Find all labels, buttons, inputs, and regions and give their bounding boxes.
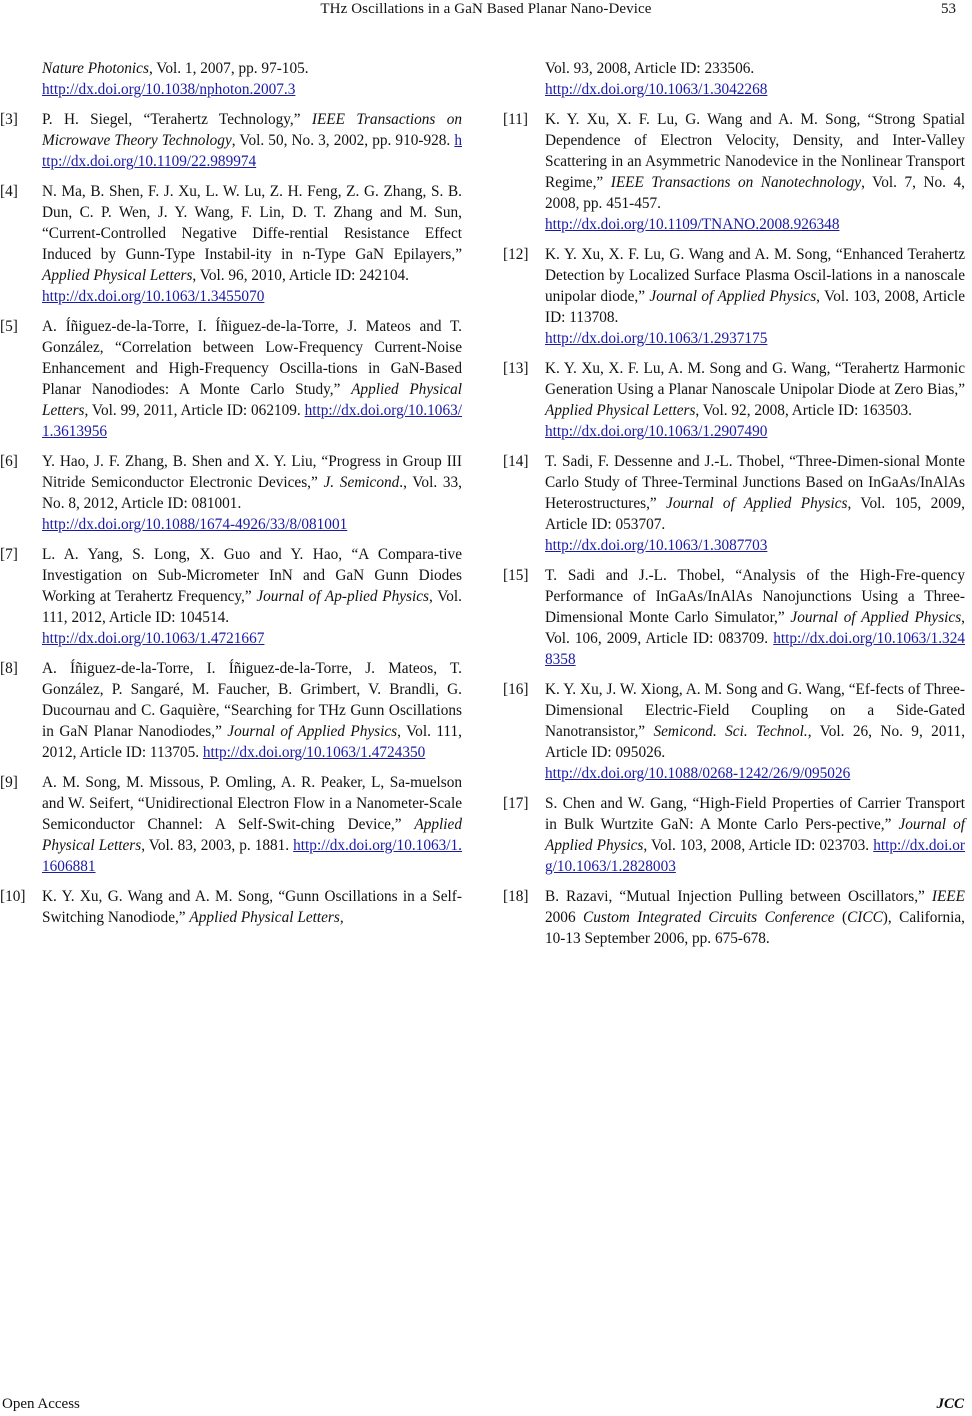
reference-number: [13]: [503, 360, 529, 377]
doi-link[interactable]: http://dx.doi.org/10.1063/1.2937175: [545, 330, 768, 347]
reference-segment: K. Y. Xu, X. F. Lu, A. M. Song and G. Wang, “Terahertz Harmonic Generation Using a Planar Nanoscale Unipolar Diode at Zero Bias,”: [545, 360, 965, 398]
reference-segment: ), California, 10-13 September 2006, pp. 675-678.: [545, 909, 965, 947]
reference-item: [503, 793, 965, 877]
doi-link[interactable]: http://dx.doi.org/10.1038/nphoton.2007.3: [42, 81, 296, 98]
reference-segment: A. M. Song, M. Missous, P. Omling, A. R. Peaker, L, Sa-muelson and W. Seifert, “Unidirectional Electron Flow in a Nanometer-Scale Semiconductor Channel: A Self-Swit-ching Device,”: [42, 774, 462, 833]
reference-number: [16]: [503, 681, 529, 698]
reference-italic-segment: Applied Physical Letters: [545, 402, 696, 419]
reference-item: [503, 565, 965, 670]
reference-number: [4]: [0, 183, 18, 200]
reference-text: [545, 111, 965, 212]
reference-segment: A. Íñiguez-de-la-Torre, I. Íñiguez-de-la-Torre, J. Mateos and T. González, “Correlation between Low-Frequency Current-Noise Enhancement and High-Frequency Oscilla-tions in GaN-Based Planar Nanodiodes: A Monte Carlo Study,”: [42, 318, 462, 398]
reference-number: [9]: [0, 774, 18, 791]
reference-number: [12]: [503, 246, 529, 263]
reference-segment: , Vol. 111, 2012, Article ID: 104514.: [42, 588, 462, 626]
reference-item: [0, 181, 462, 307]
reference-number: [15]: [503, 567, 529, 584]
doi-link[interactable]: http://dx.doi.org/10.1063/1.3613956: [42, 402, 462, 440]
reference-segment: , Vol. 92, 2008, Article ID: 163503.: [695, 402, 912, 419]
reference-italic-segment: Journal of Applied Physics: [545, 816, 966, 854]
reference-item: [503, 679, 965, 784]
reference-text: [545, 681, 965, 761]
reference-segment: , Vol. 103, 2008, Article ID: 113708.: [545, 288, 965, 326]
reference-segment: , Vol. 83, 2003, p. 1881.: [141, 837, 294, 854]
reference-italic-segment: Journal of Applied Physics: [227, 723, 398, 740]
reference-segment: S. Chen and W. Gang, “High-Field Properties of Carrier Transport in Bulk Wurtzite GaN: A Monte Carlo Pers-pective,”: [545, 795, 965, 833]
reference-item: [0, 658, 462, 763]
reference-segment: (: [834, 909, 848, 926]
reference-number: [11]: [503, 111, 528, 128]
reference-italic-segment: Custom Integrated Circuits Conference: [583, 909, 835, 926]
reference-segment: T. Sadi and J.-L. Thobel, “Analysis of the High-Fre-quency Performance of InGaAs/InAlAs Nanojunctions Using a Three-Dimensional Monte Carlo Simulator,”: [545, 567, 965, 626]
doi-link[interactable]: http://dx.doi.org/10.1109/22.989974: [42, 132, 462, 170]
reference-segment: , Vol. 111, 2012, Article ID: 113705.: [42, 723, 462, 761]
reference-segment: , Vol. 26, No. 9, 2011, Article ID: 095026.: [545, 723, 966, 761]
reference-italic-segment: Applied Physical Letters: [42, 816, 462, 854]
reference-segment: K. Y. Xu, X. F. Lu, G. Wang and A. M. Song, “Strong Spatial Dependence of Electron Velocity, Density, and Inter-Valley Scattering in an Asymmetric Nanodevice in the Nonlinear Transport Regime,”: [545, 111, 965, 191]
page-header: [0, 0, 972, 30]
doi-link[interactable]: http://dx.doi.org/10.1063/1.1606881: [42, 837, 462, 875]
reference-segment: L. A. Yang, S. Long, X. Guo and Y. Hao, “A Compara-tive Investigation on Sub-Micrometer InN and GaN Gunn Diodes Working at Terahertz Frequency,”: [42, 546, 462, 605]
reference-italic-segment: IEEE: [931, 888, 965, 905]
doi-link[interactable]: http://dx.doi.org/10.1063/1.3042268: [545, 81, 768, 98]
reference-item: [503, 109, 965, 235]
open-access-label: Open Access: [2, 1396, 80, 1412]
reference-number: [3]: [0, 111, 18, 128]
reference-item: [0, 316, 462, 442]
reference-item: [0, 58, 462, 100]
reference-segment: , Vol. 105, 2009, Article ID: 053707.: [545, 495, 965, 533]
reference-italic-segment: J. Semicond: [323, 474, 400, 491]
reference-column-left: [0, 58, 462, 937]
reference-column-right: [503, 58, 965, 958]
doi-link[interactable]: http://dx.doi.org/10.1063/1.3248358: [545, 630, 965, 668]
reference-italic-segment: Applied Physical Letters: [42, 267, 193, 284]
reference-segment: , Vol. 7, No. 4, 2008, pp. 451-457.: [545, 174, 965, 212]
reference-italic-segment: Semicond. Sci. Technol.: [653, 723, 808, 740]
reference-text: [545, 453, 965, 533]
reference-item: [503, 886, 965, 949]
reference-italic-segment: IEEE Transactions on Nanotechnology: [610, 174, 862, 191]
doi-link[interactable]: http://dx.doi.org/10.1063/1.4721667: [42, 630, 265, 647]
reference-segment: Vol. 93, 2008, Article ID: 233506.: [545, 60, 755, 77]
reference-number: [10]: [0, 888, 26, 905]
doi-link[interactable]: http://dx.doi.org/10.1063/1.4724350: [202, 744, 426, 761]
reference-segment: K. Y. Xu, G. Wang and A. M. Song, “Gunn Oscillations in a Self-Switching Nanodiode,”: [42, 888, 462, 926]
reference-segment: A. Íñiguez-de-la-Torre, I. Íñiguez-de-la-Torre, J. Mateos, T. González, P. Sangaré, M. Faucher, B. Grimbert, V. Brandli, G. Ducournau and C. Gaquière, “Searching for THz Gunn Oscillations in GaN Planar Nanodiodes,”: [42, 660, 462, 740]
reference-segment: , Vol. 1, 2007, pp. 97-105.: [148, 60, 309, 77]
reference-number: [7]: [0, 546, 18, 563]
reference-italic-segment: Journal of Applied Physics: [666, 495, 848, 512]
reference-segment: K. Y. Xu, X. F. Lu, G. Wang and A. M. Song, “Enhanced Terahertz Detection by Localized Surface Plasma Oscil-lations in a nanoscale unipolar diode,”: [545, 246, 965, 305]
reference-number: [14]: [503, 453, 529, 470]
reference-item: [0, 544, 462, 649]
reference-segment: T. Sadi, F. Dessenne and J.-L. Thobel, “Three-Dimen-sional Monte Carlo Study of Three-Terminal Junctions Based on InGaAs/InAlAs Heterostructures,”: [545, 453, 965, 512]
reference-text: [42, 453, 462, 512]
reference-text: [42, 111, 462, 149]
reference-item: [0, 451, 462, 535]
reference-number: [17]: [503, 795, 529, 812]
reference-text: [42, 546, 462, 626]
reference-text: [42, 183, 462, 284]
reference-segment: ,: [339, 909, 344, 926]
reference-segment: B. Razavi, “Mutual Injection Pulling between Oscillators,”: [545, 888, 932, 905]
running-title: THz Oscillations in a GaN Based Planar Nano-Device: [320, 1, 652, 17]
reference-text: [545, 246, 965, 326]
reference-segment: K. Y. Xu, J. W. Xiong, A. M. Song and G. Wang, “Ef-fects of Three-Dimensional Electric-Field Coupling on a Side-Gated Nanotransistor,”: [545, 681, 965, 740]
reference-number: [5]: [0, 318, 18, 335]
reference-italic-segment: Journal of Ap-plied Physics: [256, 588, 429, 605]
page-footer: [0, 1396, 972, 1416]
reference-item: [503, 58, 965, 100]
reference-italic-segment: Applied Physical Letters: [189, 909, 340, 926]
doi-link[interactable]: http://dx.doi.org/10.1088/1674-4926/33/8/081001: [42, 516, 348, 533]
reference-number: [18]: [503, 888, 529, 905]
reference-item: [0, 886, 462, 928]
reference-item: [503, 451, 965, 556]
reference-segment: 2006: [545, 909, 584, 926]
reference-italic-segment: Journal of Applied Physics: [649, 288, 817, 305]
journal-abbreviation: JCC: [936, 1396, 964, 1412]
reference-segment: , Vol. 50, No. 3, 2002, pp. 910-928.: [231, 132, 455, 149]
reference-item: [0, 109, 462, 172]
reference-text: [545, 888, 965, 947]
doi-link[interactable]: http://dx.doi.org/10.1063/1.3455070: [42, 288, 265, 305]
reference-text: [42, 60, 309, 77]
reference-segment: , Vol. 96, 2010, Article ID: 242104.: [192, 267, 409, 284]
reference-item: [503, 358, 965, 442]
reference-italic-segment: IEEE Transactions on Microwave Theory Technology: [42, 111, 462, 149]
reference-italic-segment: CICC: [847, 909, 883, 926]
page-number: 53: [941, 1, 956, 17]
reference-segment: , Vol. 106, 2009, Article ID: 083709.: [545, 609, 965, 647]
doi-link[interactable]: http://dx.doi.org/10.1063/1.2828003: [545, 837, 965, 875]
reference-segment: , Vol. 103, 2008, Article ID: 023703.: [643, 837, 874, 854]
reference-italic-segment: Journal of Applied Physics: [790, 609, 962, 626]
reference-number: [6]: [0, 453, 18, 470]
reference-segment: N. Ma, B. Shen, F. J. Xu, L. W. Lu, Z. H. Feng, Z. G. Zhang, S. B. Dun, C. P. Wen, J. Y. Wang, F. Lin, D. T. Zhang and M. Sun, “Current-Controlled Negative Diffe-rential Resistance Effect Induced by Gunn-Type Instabil-ity in n-Type GaN Epilayers,”: [42, 183, 462, 263]
reference-text: [545, 60, 754, 77]
doi-link[interactable]: http://dx.doi.org/10.1109/TNANO.2008.926348: [545, 216, 840, 233]
reference-italic-segment: Nature Photonics: [42, 60, 149, 77]
reference-text: [42, 888, 462, 926]
doi-link[interactable]: http://dx.doi.org/10.1063/1.2907490: [545, 423, 768, 440]
reference-segment: P. H. Siegel, “Terahertz Technology,”: [42, 111, 312, 128]
doi-link[interactable]: http://dx.doi.org/10.1088/0268-1242/26/9/095026: [545, 765, 851, 782]
reference-item: [503, 244, 965, 349]
doi-link[interactable]: http://dx.doi.org/10.1063/1.3087703: [545, 537, 768, 554]
reference-segment: , Vol. 99, 2011, Article ID: 062109.: [84, 402, 305, 419]
reference-text: [545, 360, 965, 419]
reference-italic-segment: Applied Physical Letters: [42, 381, 463, 419]
reference-segment: Y. Hao, J. F. Zhang, B. Shen and X. Y. Liu, “Progress in Group III Nitride Semiconductor Electronic Devices,”: [42, 453, 462, 491]
reference-item: [0, 772, 462, 877]
reference-segment: ., Vol. 33, No. 8, 2012, Article ID: 081001.: [42, 474, 462, 512]
reference-number: [8]: [0, 660, 18, 677]
